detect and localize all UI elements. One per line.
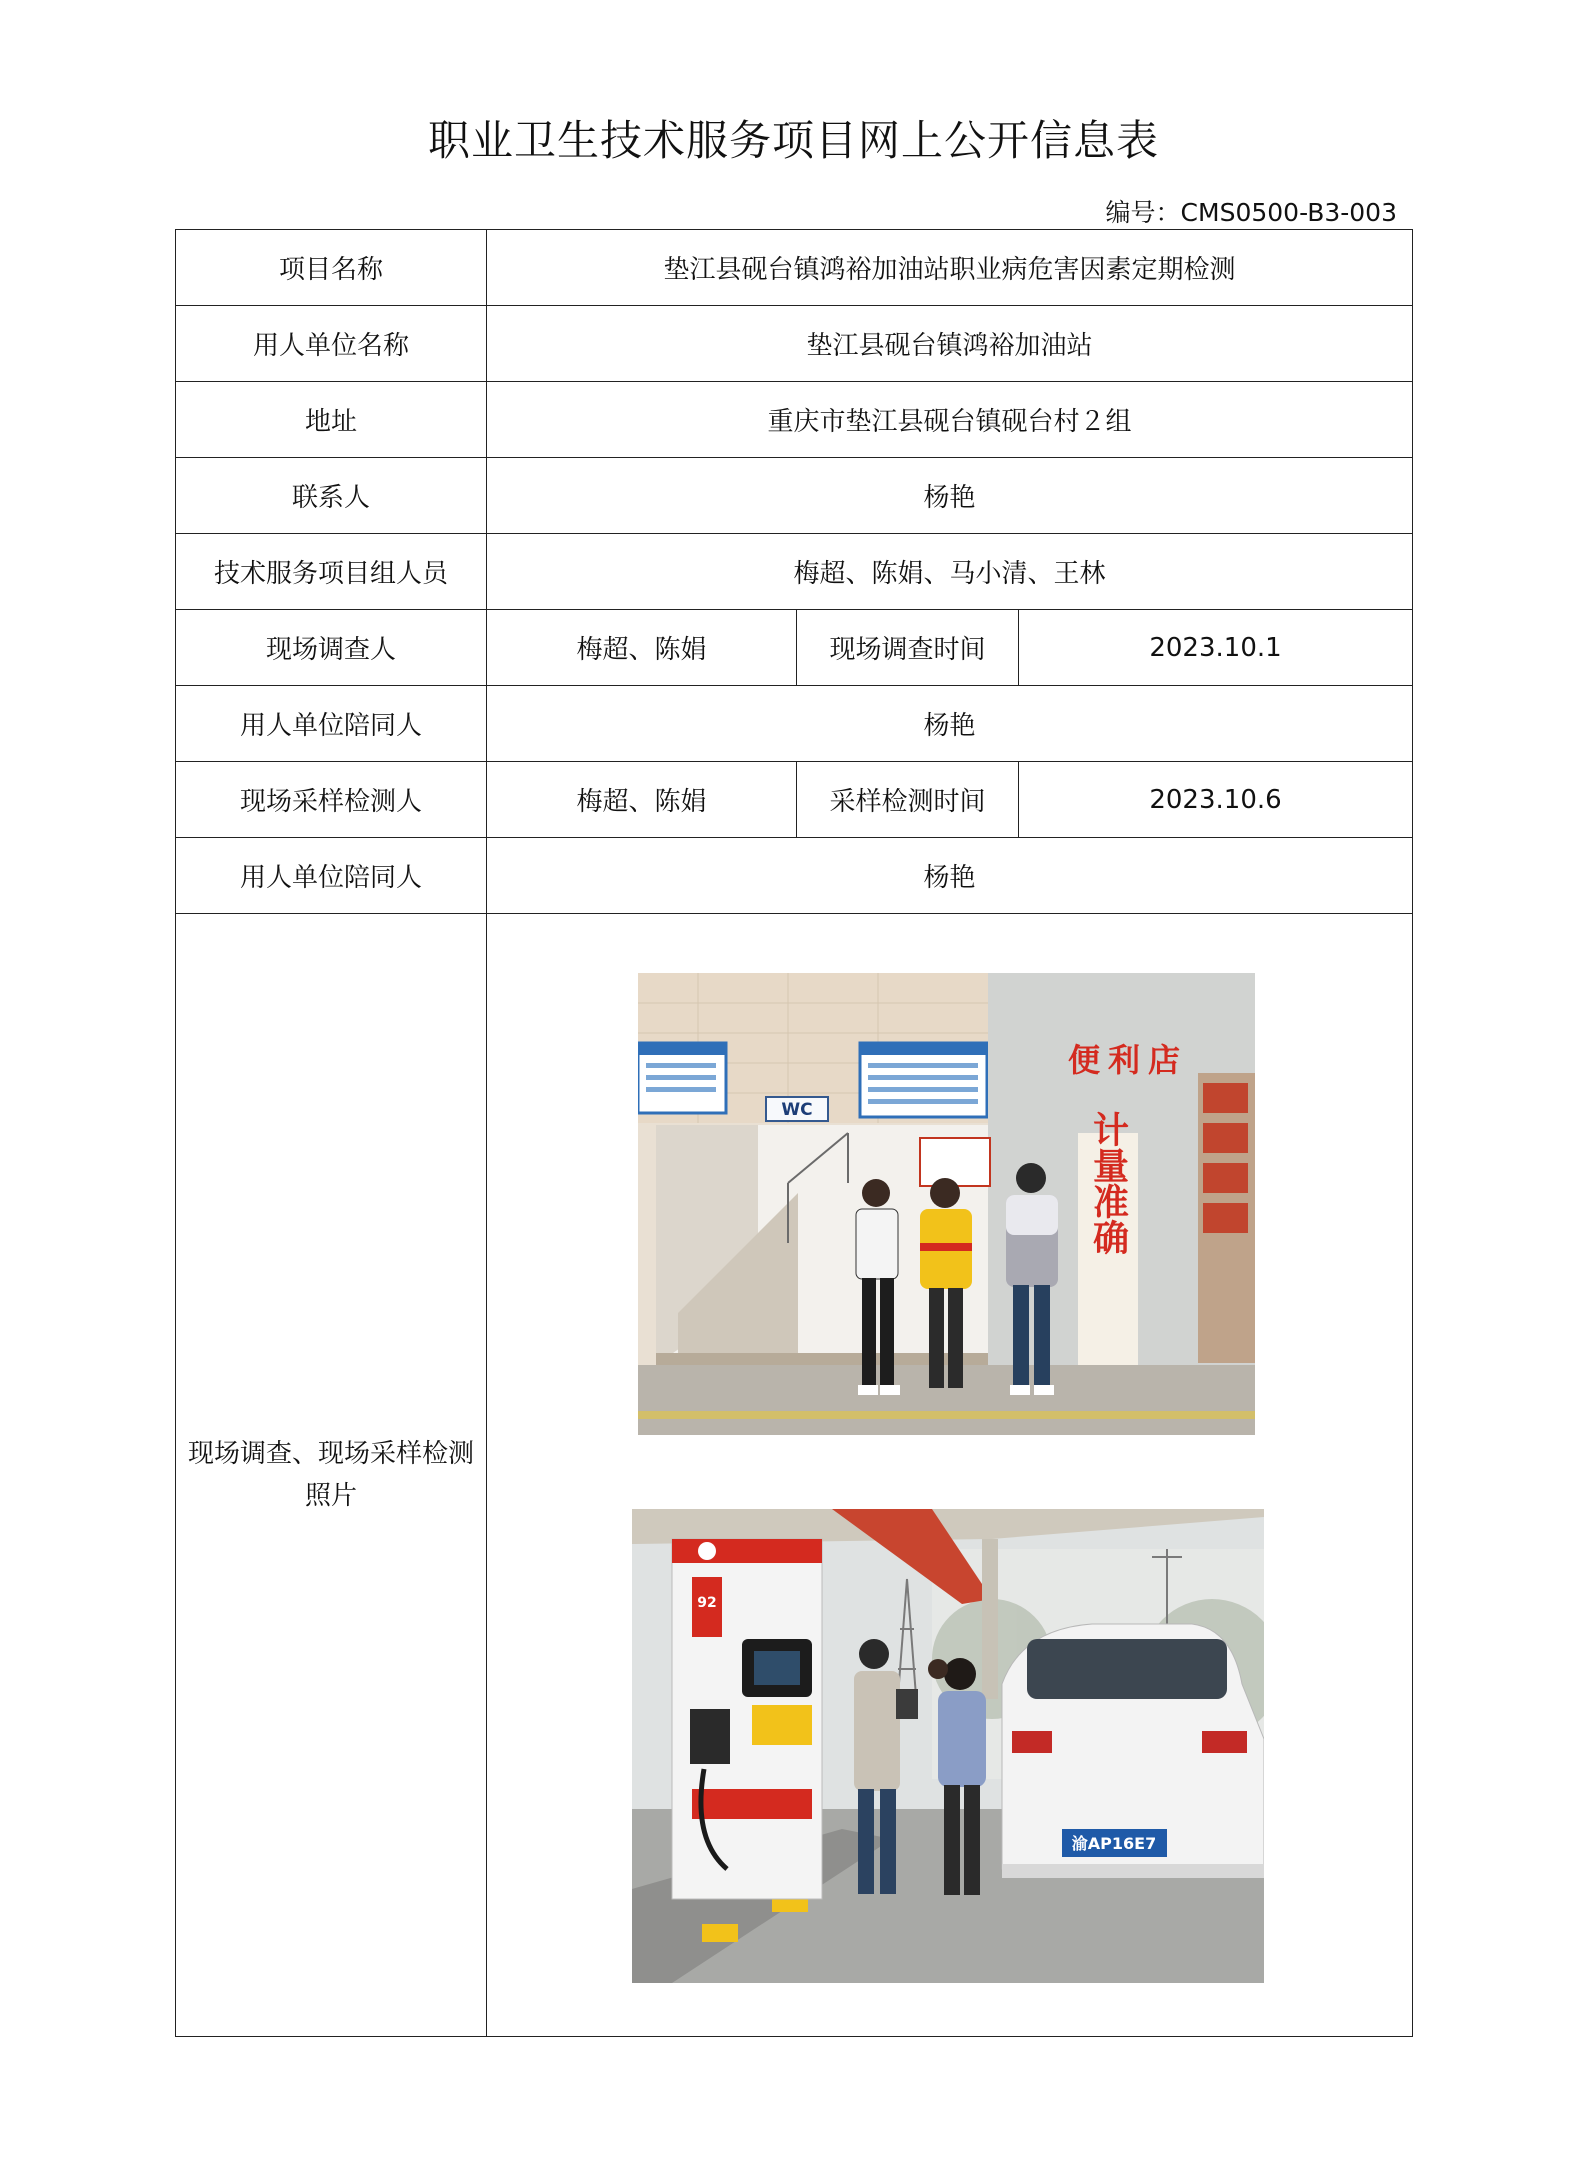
survey-label: 现场调查人 xyxy=(176,610,487,686)
address-value: 重庆市垫江县砚台镇砚台村２组 xyxy=(487,382,1413,458)
row-survey xyxy=(176,610,1413,686)
sampling-time-label: 采样检测时间 xyxy=(797,762,1019,838)
survey-photo-drawing xyxy=(638,973,1255,1435)
team-members-value: 梅超、陈娟、马小清、王林 xyxy=(487,534,1413,610)
survey-photo xyxy=(638,973,1255,1435)
license-plate-text: 渝AP16E7 xyxy=(1071,1834,1157,1853)
survey-escort-label: 用人单位陪同人 xyxy=(176,686,487,762)
sampling-time-value: 2023.10.6 xyxy=(1019,762,1413,838)
page-title: 职业卫生技术服务项目网上公开信息表 xyxy=(427,116,1159,165)
wc-sign-text: WC xyxy=(781,1100,813,1120)
sampling-value: 梅超、陈娟 xyxy=(487,762,797,838)
document-number: 编号：CMS0500-B3-003 xyxy=(1105,198,1397,227)
row-photos xyxy=(176,914,1413,2037)
address-label: 地址 xyxy=(176,382,487,458)
sampling-photo xyxy=(632,1509,1264,1983)
contact-label: 联系人 xyxy=(176,458,487,534)
row-team-members xyxy=(176,534,1413,610)
sampling-photo-drawing xyxy=(632,1509,1264,1983)
slogan-vertical-text: 计量准确 xyxy=(1087,1111,1129,1255)
sampling-label: 现场采样检测人 xyxy=(176,762,487,838)
row-sampling-escort xyxy=(176,838,1413,914)
row-employer-name xyxy=(176,306,1413,382)
row-contact xyxy=(176,458,1413,534)
row-sampling xyxy=(176,762,1413,838)
store-sign-text: 便利店 xyxy=(1067,1041,1189,1079)
info-table xyxy=(175,229,1413,2037)
team-members-label: 技术服务项目组人员 xyxy=(176,534,487,610)
row-address xyxy=(176,382,1413,458)
survey-time-label: 现场调查时间 xyxy=(797,610,1019,686)
row-survey-escort xyxy=(176,686,1413,762)
survey-escort-value: 杨艳 xyxy=(487,686,1413,762)
employer-name-label: 用人单位名称 xyxy=(176,306,487,382)
sampling-escort-value: 杨艳 xyxy=(487,838,1413,914)
project-name-label: 项目名称 xyxy=(176,230,487,306)
contact-value: 杨艳 xyxy=(487,458,1413,534)
sampling-escort-label: 用人单位陪同人 xyxy=(176,838,487,914)
survey-value: 梅超、陈娟 xyxy=(487,610,797,686)
survey-time-value: 2023.10.1 xyxy=(1019,610,1413,686)
photos-label: 现场调查、现场采样检测照片 xyxy=(176,914,487,2037)
project-name-value: 垫江县砚台镇鸿裕加油站职业病危害因素定期检测 xyxy=(487,230,1413,306)
photos-cell xyxy=(487,914,1413,2037)
row-project-name xyxy=(176,230,1413,306)
pump-grade-text: 92 xyxy=(697,1595,717,1611)
employer-name-value: 垫江县砚台镇鸿裕加油站 xyxy=(487,306,1413,382)
